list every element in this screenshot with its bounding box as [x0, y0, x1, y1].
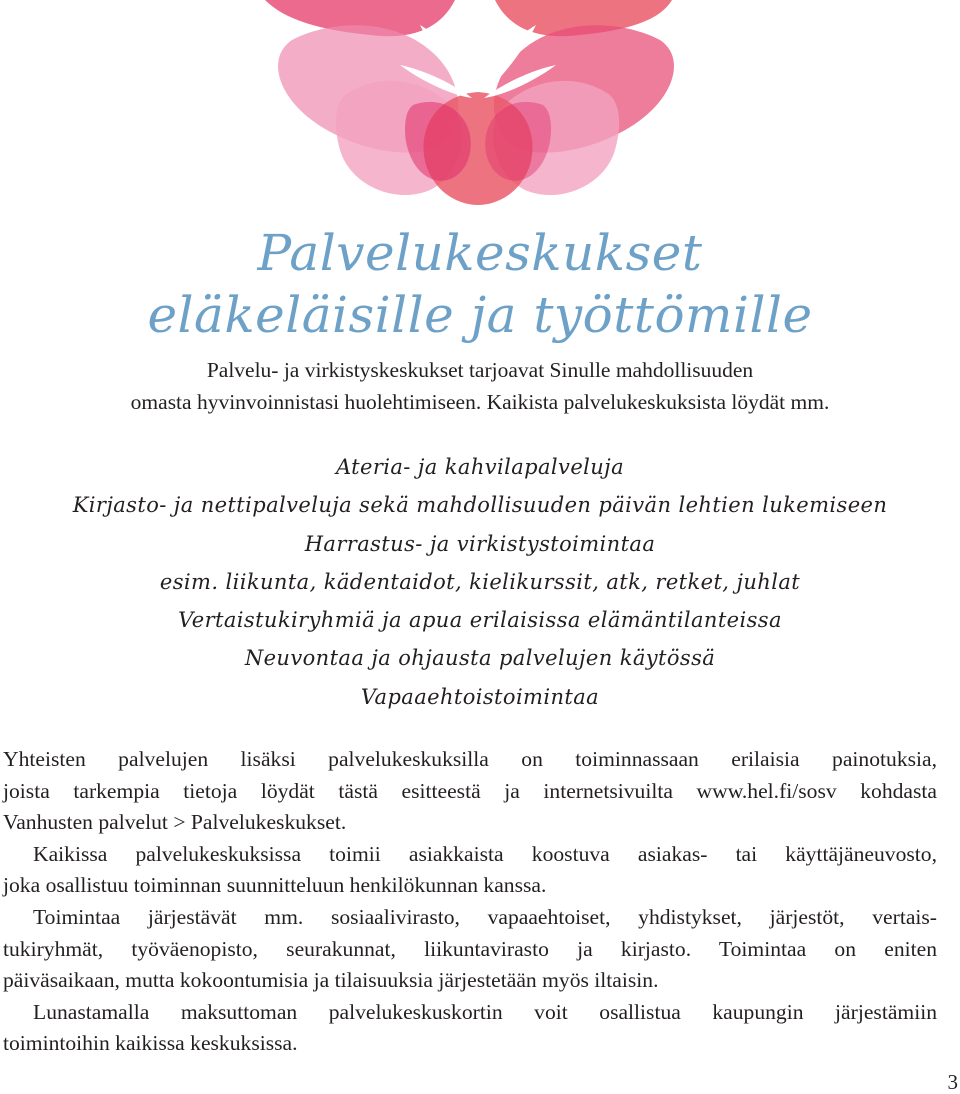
service-item: Vapaaehtoistoimintaa — [360, 684, 600, 709]
service-item: Vertaistukiryhmiä ja apua erilaisissa elämäntilanteissa — [178, 608, 782, 633]
page-title-line-1: Palvelukeskukset — [257, 224, 703, 282]
service-item: Kirjasto- ja nettipalveluja sekä mahdollisuuden päivän lehtien lukemiseen — [72, 493, 888, 518]
body-line: Kaikissa palvelukeskuksissa toimii asiakkaista koostuva asiakas- tai käyttäjäneuvosto, — [33, 841, 937, 866]
page-title-line-2: eläkeläisille ja työttömille — [147, 286, 813, 344]
services-list — [0, 448, 960, 716]
body-line: tukiryhmät, työväenopisto, seurakunnat, liikuntavirasto ja kirjasto. Toimintaa on eniten — [3, 936, 937, 961]
service-item: Harrastus- ja virkistystoimintaa — [304, 531, 656, 556]
service-item: Neuvontaa ja ohjausta palvelujen käytössä — [244, 646, 716, 671]
intro-line-1: Palvelu- ja virkistyskeskukset tarjoavat Sinulle mahdollisuuden — [206, 358, 754, 382]
intro-line-2: omasta hyvinvoinnistasi huolehtimiseen. Kaikista palvelukeskuksista löydät mm. — [130, 390, 830, 414]
body-line: joka osallistuu toiminnan suunnitteluun henkilökunnan kanssa. — [3, 873, 547, 898]
flower-decoration — [0, 0, 960, 215]
body-text — [3, 744, 937, 1060]
body-line: Toimintaa järjestävät mm. sosiaalivirasto, vapaaehtoiset, yhdistykset, järjestöt, vertais- — [33, 904, 937, 929]
body-line: toimintoihin kaikissa keskuksissa. — [3, 1031, 298, 1056]
body-line: Yhteisten palvelujen lisäksi palvelukeskuksilla on toiminnassaan erilaisia painotuksia, — [3, 747, 937, 771]
flower-petal — [472, 10, 484, 90]
body-line: Vanhusten palvelut > Palvelukeskukset. — [3, 810, 347, 835]
body-line: joista tarkempia tietoja löydät tästä esitteestä ja internetsivuilta www.hel.fi/sosv kohdasta — [3, 778, 937, 803]
page-number: 3 — [947, 1070, 958, 1094]
service-item: esim. liikunta, kädentaidot, kielikurssit, atk, retket, juhlat — [159, 569, 801, 594]
service-item: Ateria- ja kahvilapalveluja — [335, 455, 625, 479]
body-line: Lunastamalla maksuttoman palvelukeskuskortin voit osallistua kaupungin järjestämiin — [33, 999, 937, 1024]
body-line: päiväsaikaan, mutta kokoontumisia ja tilaisuuksia järjestetään myös iltaisin. — [3, 968, 659, 993]
